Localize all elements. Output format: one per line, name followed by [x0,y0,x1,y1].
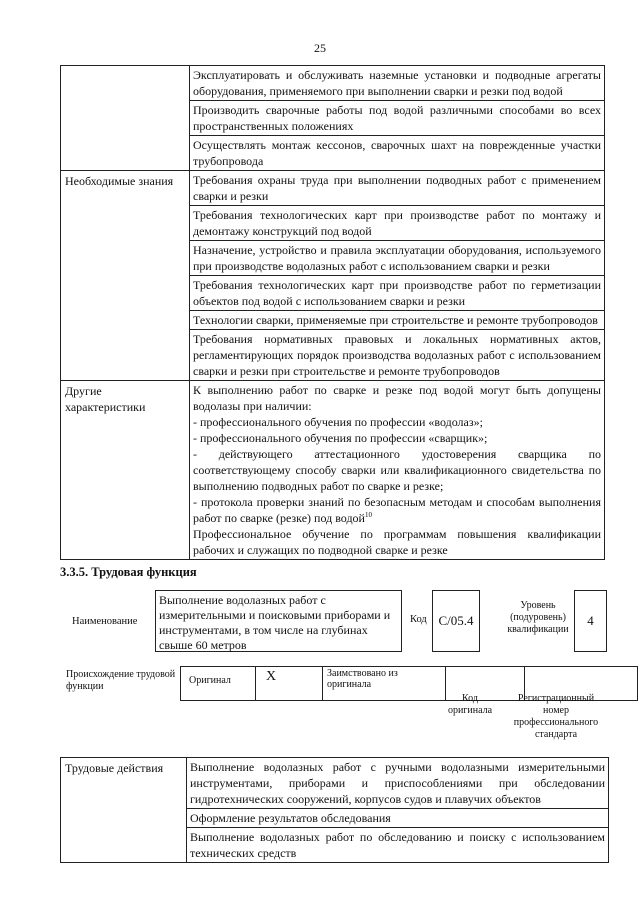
requirement-line: - действующего аттестационного удостоверения сварщика по соответствующему способу сварки или квалификационного свидетельства по выполнению подводных работ по сварке и резке; [193,447,601,493]
code-label: Код [410,614,427,625]
requirement-line: - профессионального обучения по профессии «сварщик»; [193,431,488,445]
knowledge-item: Требования охраны труда при выполнении подводных работ с применением сварки и резки [190,171,605,206]
knowledge-item: Требования технологических карт при производстве работ по герметизации объектов под водой с использованием сварки и резки [190,276,605,311]
skill-item: Осуществлять монтаж кессонов, сварочных шахт на поврежденные участки трубопровода [190,136,605,171]
knowledge-item: Требования технологических карт при производстве работ по монтажу и демонтажу конструкций под водой [190,206,605,241]
original-mark: X [256,667,323,701]
requirement-line: - профессионального обучения по профессии «водолаз»; [193,415,483,429]
other-characteristics-text [190,381,605,560]
action-item: Выполнение водолазных работ с ручными водолазными измерительными инструментами, приборами и приспособлениями при обследовании гидротехнических сооружений, корпусов судов и плавучих объектов [187,758,609,809]
footnote-ref: 10 [364,511,372,519]
table-row [61,171,605,206]
row-label-knowledge: Необходимые знания [61,171,190,381]
row-label-actions: Трудовые действия [61,758,187,863]
original-code-label: Код оригинала [447,693,493,716]
requirement-line: Профессиональное обучение по программам повышения квалификации рабочих и служащих по подводной сварке и резке [193,527,601,557]
table-row [61,381,605,560]
knowledge-item: Технологии сварки, применяемые при строительстве и ремонте трубопроводов [190,311,605,330]
requirement-text: - протокола проверки знаний по безопасным методам и способам выполнения работ по сварке (резке) под водой [193,495,601,525]
action-item: Выполнение водолазных работ по обследованию и поиску с использованием технических средств [187,828,609,863]
action-item: Оформление результатов обследования [187,809,609,828]
requirement-line: К выполнению работ по сварке и резке под водой могут быть допущены водолазы при наличии: [193,383,601,413]
skill-item: Производить сварочные работы под водой различными способами во всех пространственных положениях [190,101,605,136]
borrowed-cell: Заимствовано из оригинала [323,667,446,701]
page-number: 25 [314,41,326,55]
original-cell: Оригинал [181,667,256,701]
level-label: Уровень (подуровень) квалификации [507,600,569,635]
knowledge-item: Назначение, устройство и правила эксплуатации оборудования, используемого при производстве водолазных работ с использованием сварки и резки [190,241,605,276]
row-label-empty [61,66,190,171]
labor-actions-table [60,757,609,863]
name-label: Наименование [72,616,138,627]
origin-label: Происхождение трудовой функции [66,669,176,692]
skills-knowledge-table [60,65,605,560]
skill-item: Эксплуатировать и обслуживать наземные установки и подводные агрегаты оборудования, применяемого при выполнении сварки и резки под водой [190,66,605,101]
knowledge-item: Требования нормативных правовых и локальных нормативных актов, регламентирующих порядок производства водолазных работ с использованием сварки и резки при строительстве и ремонте трубопроводов [190,330,605,381]
function-code-box: C/05.4 [432,590,480,652]
section-heading: 3.3.5. Трудовая функция [60,565,197,579]
qualification-level-box: 4 [574,590,607,652]
row-label-other: Другие характеристики [61,381,190,560]
function-name-box: Выполнение водолазных работ с измерительными и поисковыми приборами и инструментами, в том числе на глубинах свыше 60 метров [155,590,402,652]
table-row [61,66,605,101]
requirement-line [193,494,601,526]
table-row [61,758,609,809]
reg-number-label: Регистрационный номер профессионального стандарта [513,693,599,740]
